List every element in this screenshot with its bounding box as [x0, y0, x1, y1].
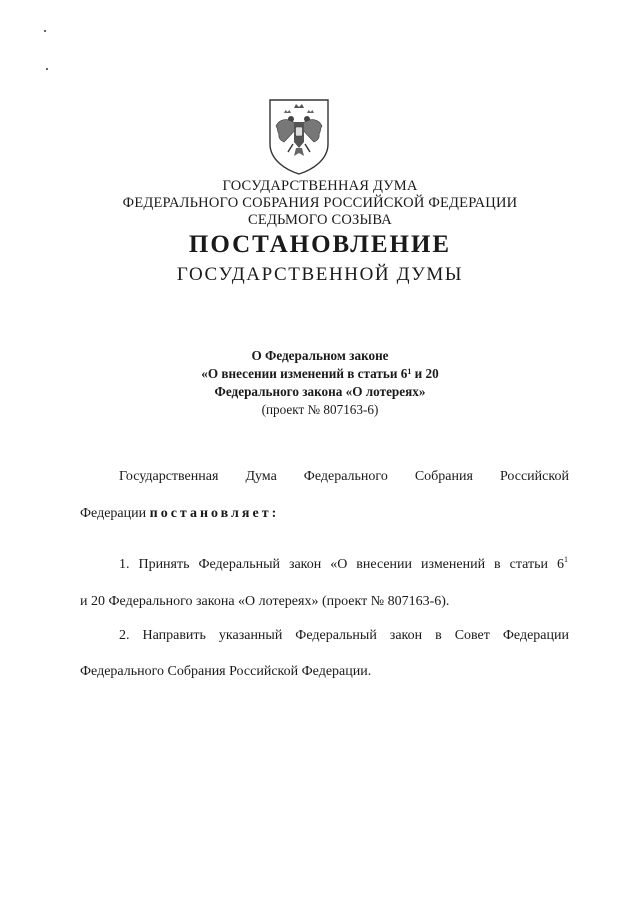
item-1-word: изменений: [421, 557, 486, 572]
item-1-word: 1.: [119, 557, 130, 572]
item-2-line-2: Федерального Собрания Российской Федерации.: [80, 664, 372, 679]
item-2-word: Федеральный: [295, 628, 377, 643]
item-1-word: 6: [556, 557, 564, 572]
document-type: ПОСТАНОВЛЕНИЕ: [188, 231, 452, 258]
item-2-word: 2.: [119, 628, 130, 643]
scan-speck: [46, 68, 48, 70]
preamble-line-2-start: Федерации: [80, 506, 147, 521]
subject-line-4: (проект № 807163-6): [261, 402, 379, 417]
item-1-word: статьи: [509, 557, 548, 572]
preamble-word: Российской: [499, 469, 569, 484]
header-line-3: СЕДЬМОГО СОЗЫВА: [248, 212, 392, 228]
item-1-word: в: [494, 557, 501, 572]
item-1-word: закон: [288, 557, 322, 572]
item-1-word: Федеральный: [198, 557, 280, 572]
preamble-line-1: [119, 469, 569, 485]
item-1-line-1: [119, 557, 568, 573]
subject-line-3: Федерального закона «О лотереях»: [214, 384, 426, 399]
item-2-word: указанный: [218, 628, 283, 643]
item-1-word: Принять: [138, 557, 190, 572]
item-2-line-1: [119, 628, 569, 644]
subject-line-2-end: и 20: [411, 366, 439, 381]
item-1-superscript: 1: [563, 555, 568, 564]
item-2-word: Направить: [142, 628, 206, 643]
scan-speck: [44, 30, 46, 32]
preamble-line-2: [80, 506, 279, 522]
subject-superscript: 1: [407, 367, 412, 376]
item-2-word: закон: [389, 628, 423, 643]
header-line-2: ФЕДЕРАЛЬНОГО СОБРАНИЯ РОССИЙСКОЙ ФЕДЕРАЦИИ: [122, 195, 518, 211]
subject-line-2-text: «О внесении изменений в статьи 6: [201, 366, 408, 381]
item-1-word: «О: [330, 557, 348, 572]
preamble-spaced-word: постановляет:: [149, 506, 280, 521]
item-2-word: в: [435, 628, 442, 643]
coat-of-arms-emblem: [266, 96, 332, 176]
preamble-word: Дума: [245, 469, 277, 484]
preamble-word: Федерального: [303, 469, 388, 484]
document-issuer: ГОСУДАРСТВЕННОЙ ДУМЫ: [176, 264, 464, 285]
subject-line-1: О Федеральном законе: [251, 348, 389, 363]
item-1-line-2: и 20 Федерального закона «О лотереях» (проект № 807163-6).: [80, 594, 450, 609]
item-2-word: Федерации: [502, 628, 569, 643]
item-2-word: Совет: [454, 628, 490, 643]
header-line-1: ГОСУДАРСТВЕННАЯ ДУМА: [222, 178, 418, 194]
preamble-word: Государственная: [119, 469, 219, 484]
subject-line-2: [0, 365, 640, 382]
preamble-word: Собрания: [414, 469, 473, 484]
item-1-word: внесении: [356, 557, 413, 572]
item-1-last-word: [557, 557, 568, 573]
